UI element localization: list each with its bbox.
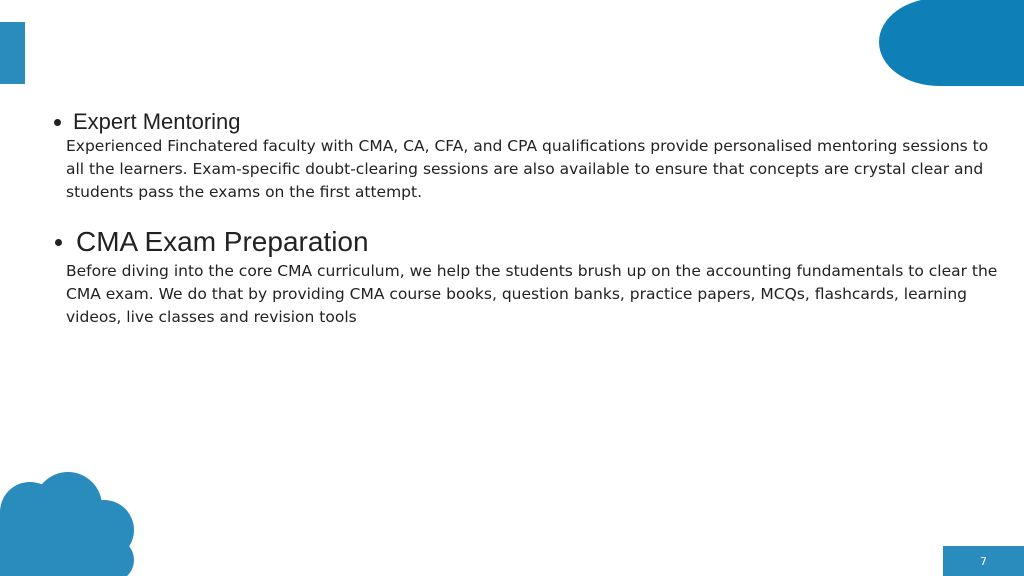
section-heading: CMA Exam Preparation [76, 226, 369, 257]
page-number: 7 [943, 546, 1024, 576]
section-body: Experienced Finchatered faculty with CMA, CA, CFA, and CPA qualifications provide personalised mentoring sessions to all the learners. Exam-specific doubt-clearing sessions are also available to ensure that concepts are crystal clear and students pass the exams on the first attempt. [66, 137, 989, 201]
bullet-icon [55, 239, 62, 246]
section-expert-mentoring [50, 108, 1000, 204]
cloud-decoration [0, 470, 140, 576]
bullet-icon [54, 119, 61, 126]
section-heading: Expert Mentoring [73, 109, 241, 134]
section-body: Before diving into the core CMA curriculum, we help the students brush up on the accounting fundamentals to clear the CMA exam. We do that by providing CMA course books, question banks, practice papers, MCQs, flashcards, learning videos, live classes and revision tools [66, 262, 998, 326]
left-accent-bar [0, 22, 25, 84]
top-right-decoration [879, 0, 1024, 86]
section-cma-exam-preparation [50, 226, 1000, 329]
